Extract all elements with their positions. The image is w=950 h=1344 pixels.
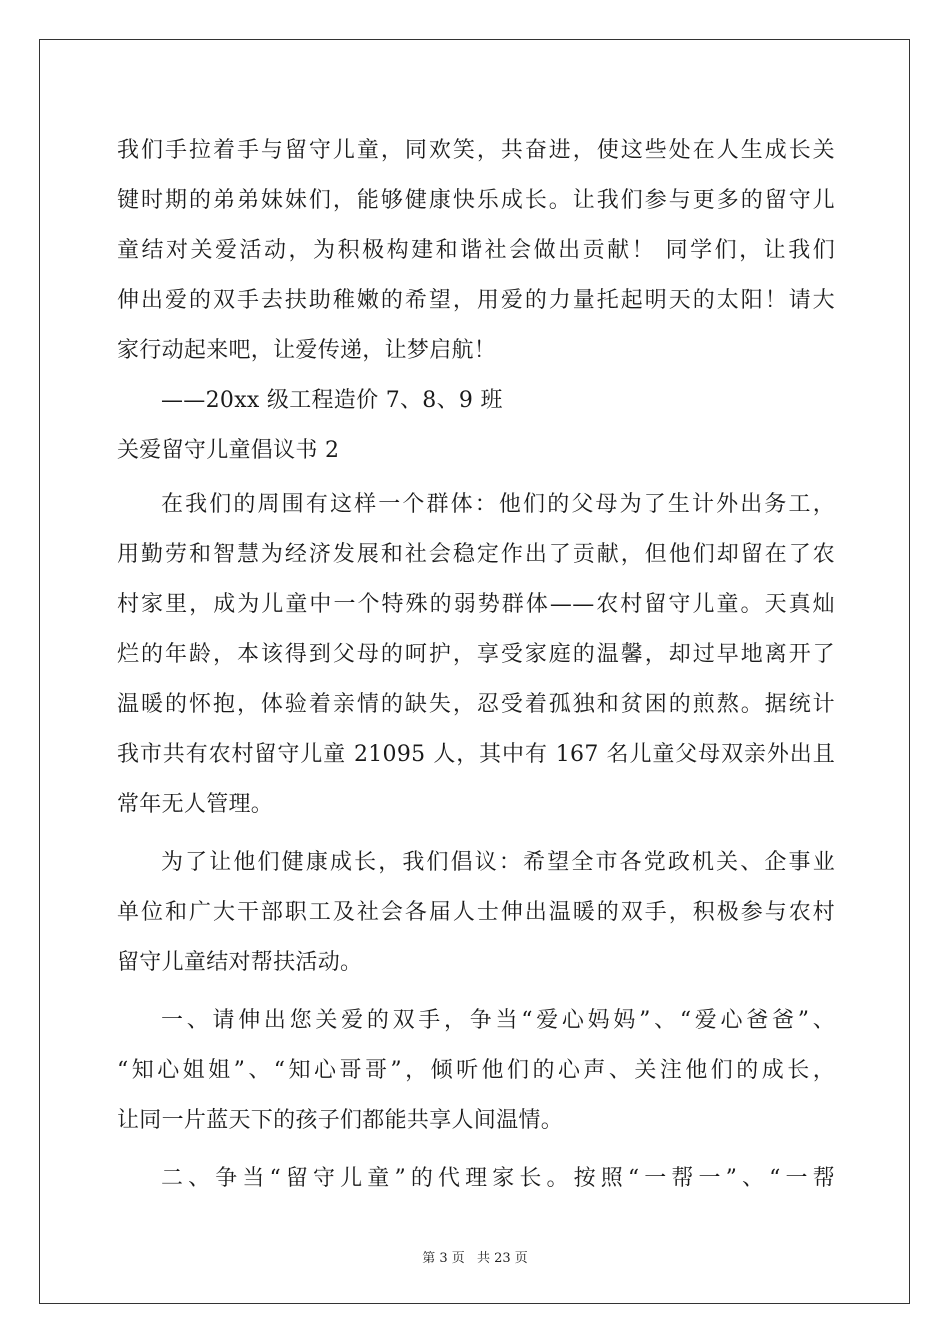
paragraph-line: 在我们的周围有这样一个群体：他们的父母为了生计外出务工， bbox=[161, 492, 835, 517]
document-body bbox=[117, 126, 835, 1204]
paragraph-line: 烂的年龄，本该得到父母的呵护，享受家庭的温馨，却过早地离开了 bbox=[117, 642, 835, 667]
page-total: 共 23 页 bbox=[476, 1251, 528, 1266]
signature: ——20xx 级工程造价 7、8、9 班 bbox=[161, 388, 503, 413]
paragraph-line: 单位和广大干部职工及社会各届人士伸出温暖的双手，积极参与农村 bbox=[117, 900, 835, 925]
paragraph-line: 二、争当“留守儿童”的代理家长。按照“一帮一”、“一帮 bbox=[161, 1166, 835, 1191]
text-line: 家行动起来吧，让爱传递，让梦启航！ bbox=[117, 338, 497, 363]
paragraph-line: 我市共有农村留守儿童 21095 人，其中有 167 名儿童父母双亲外出且 bbox=[117, 742, 835, 767]
paragraph-line: 用勤劳和智慧为经济发展和社会稳定作出了贡献，但他们却留在了农 bbox=[117, 542, 835, 567]
page-footer bbox=[0, 1247, 950, 1266]
text-line: 我们手拉着手与留守儿童，同欢笑，共奋进，使这些处在人生成长关 bbox=[117, 138, 835, 163]
text-line: 伸出爱的双手去扶助稚嫩的希望，用爱的力量托起明天的太阳！请大 bbox=[117, 288, 835, 313]
paragraph-line: 留守儿童结对帮扶活动。 bbox=[117, 950, 363, 975]
paragraph-line: 让同一片蓝天下的孩子们都能共享人间温情。 bbox=[117, 1108, 564, 1133]
paragraph-line: “知心姐姐”、“知心哥哥”，倾听他们的心声、关注他们的成长， bbox=[117, 1058, 835, 1083]
paragraph-line: 村家里，成为儿童中一个特殊的弱势群体——农村留守儿童。天真灿 bbox=[117, 592, 835, 617]
text-line: 键时期的弟弟妹妹们，能够健康快乐成长。让我们参与更多的留守儿 bbox=[117, 188, 835, 213]
page-number: 第 3 页 bbox=[422, 1251, 465, 1266]
section-title: 关爱留守儿童倡议书 2 bbox=[117, 438, 340, 463]
paragraph-line: 温暖的怀抱，体验着亲情的缺失，忍受着孤独和贫困的煎熬。据统计 bbox=[117, 692, 835, 717]
paragraph-line: 常年无人管理。 bbox=[117, 792, 274, 817]
text-line: 童结对关爱活动，为积极构建和谐社会做出贡献！ 同学们，让我们 bbox=[117, 238, 835, 263]
paragraph-line: 为了让他们健康成长，我们倡议：希望全市各党政机关、企事业 bbox=[161, 850, 835, 875]
paragraph-line: 一、请伸出您关爱的双手，争当“爱心妈妈”、“爱心爸爸”、 bbox=[161, 1008, 835, 1033]
